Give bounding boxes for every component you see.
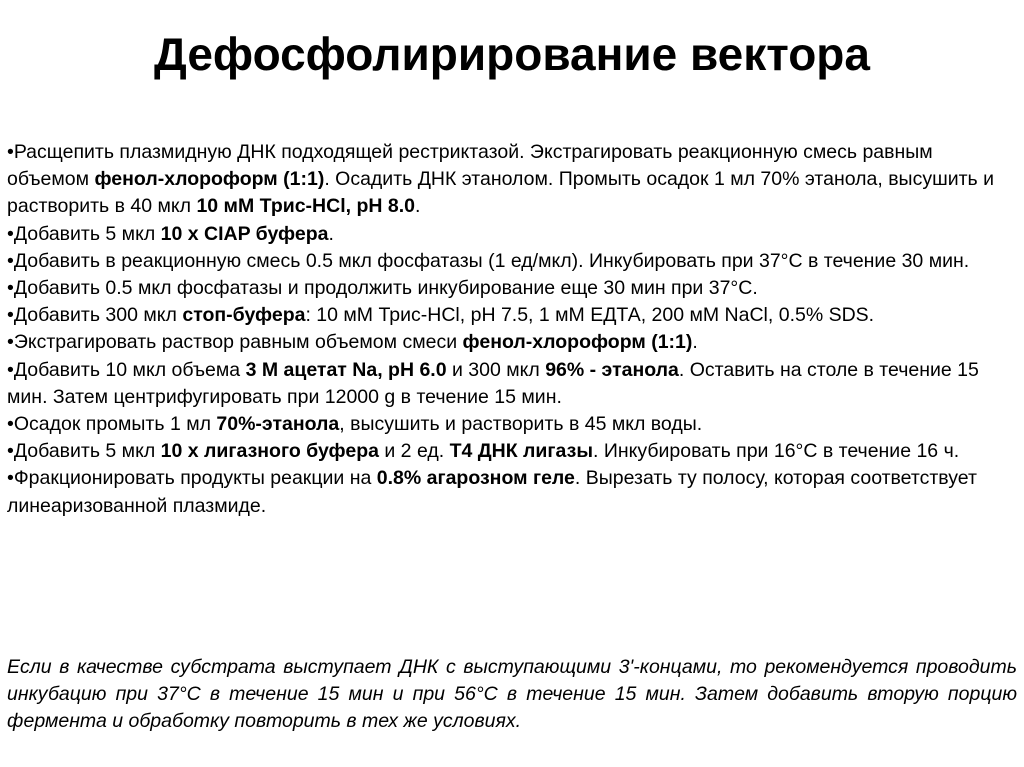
- step-4-text: •Добавить 0.5 мкл фосфатазы и продолжить инкубирование еще 30 мин при 37°С.: [7, 277, 758, 300]
- step-1-text: •Расщепить плазмидную ДНК подходящей рестриктазой. Экстрагировать реакционную смесь равным объемом: [7, 141, 933, 191]
- step-7-text-end: . Оставить на столе в течение 15 мин. Затем центрифугировать при 12000 g в течение 15 мин.: [7, 358, 979, 408]
- step-10-text: •Фракционировать продукты реакции на: [7, 467, 377, 490]
- step-7-text-cont: и 300 мкл: [446, 358, 546, 381]
- step-8-bold-ethanol: 70%-этанола: [216, 413, 340, 436]
- step-4: [7, 275, 1017, 302]
- step-1: [7, 139, 1017, 221]
- step-5-text-end: : 10 мМ Трис-HCl, pH 7.5, 1 мМ ЕДТА, 200 мМ NaCl, 0.5% SDS.: [305, 304, 875, 327]
- step-2-text: •Добавить 5 мкл: [7, 222, 161, 245]
- step-9-bold-ligase-buffer: 10 х лигазного буфера: [160, 440, 379, 463]
- step-1-text-end: .: [415, 195, 421, 218]
- step-6-text: •Экстрагировать раствор равным объемом смеси: [7, 331, 463, 354]
- step-2: [7, 221, 1017, 248]
- italic-note: Если в качестве субстрата выступает ДНК с выступающими 3'-концами, то рекомендуется проводить инкубацию при 37°С в течение 15 мин и при 56°С в течение 15 мин. Затем добавить вторую порцию фермента и обработку повторить в тех же условиях.: [7, 655, 1017, 732]
- step-8-text: •Осадок промыть 1 мл: [7, 413, 217, 436]
- step-1-bold-buffer: 10 мМ Трис-HCl, pH 8.0: [196, 195, 415, 218]
- step-9-text-end: . Инкубировать при 16°С в течение 16 ч.: [592, 440, 960, 463]
- step-6-text-end: .: [692, 331, 698, 354]
- step-7-bold-acetate: 3 М ацетат Na, pH 6.0: [245, 358, 447, 381]
- protocol-steps: [7, 139, 1017, 520]
- step-8-text-end: , высушить и растворить в 45 мкл воды.: [339, 413, 703, 436]
- step-1-text-cont: . Осадить ДНК этанолом. Промыть осадок 1 мл 70% этанола, высушить и растворить в 40 мкл: [7, 168, 995, 218]
- step-5-text: •Добавить 300 мкл: [7, 304, 183, 327]
- step-8: [7, 411, 1017, 438]
- step-5-bold-stop-buffer: стоп-буфера: [182, 304, 306, 327]
- step-1-bold-reagent: фенол-хлороформ (1:1): [94, 168, 325, 191]
- step-2-text-end: .: [328, 222, 334, 245]
- step-10: [7, 465, 1017, 519]
- step-9: [7, 438, 1017, 465]
- step-3: [7, 248, 1017, 275]
- step-3-text: •Добавить в реакционную смесь 0.5 мкл фосфатазы (1 ед/мкл). Инкубировать при 37°С в течение 30 мин.: [7, 249, 970, 272]
- step-7: [7, 357, 1017, 411]
- step-7-bold-ethanol: 96% - этанола: [545, 358, 679, 381]
- step-9-bold-ligase: Т4 ДНК лигазы: [449, 440, 593, 463]
- step-5: [7, 302, 1017, 329]
- step-7-text: •Добавить 10 мкл объема: [7, 358, 246, 381]
- step-9-text: •Добавить 5 мкл: [7, 440, 161, 463]
- step-6: [7, 329, 1017, 356]
- slide-title: Дефосфолирирование вектора: [154, 28, 870, 80]
- step-10-bold-gel: 0.8% агарозном геле: [376, 467, 575, 490]
- step-2-bold-buffer: 10 x CIAP буфера: [160, 222, 329, 245]
- step-10-text-end: . Вырезать ту полосу, которая соответствует линеаризованной плазмиде.: [7, 467, 977, 517]
- step-6-bold-reagent: фенол-хлороформ (1:1): [462, 331, 693, 354]
- step-9-text-cont: и 2 ед.: [378, 440, 450, 463]
